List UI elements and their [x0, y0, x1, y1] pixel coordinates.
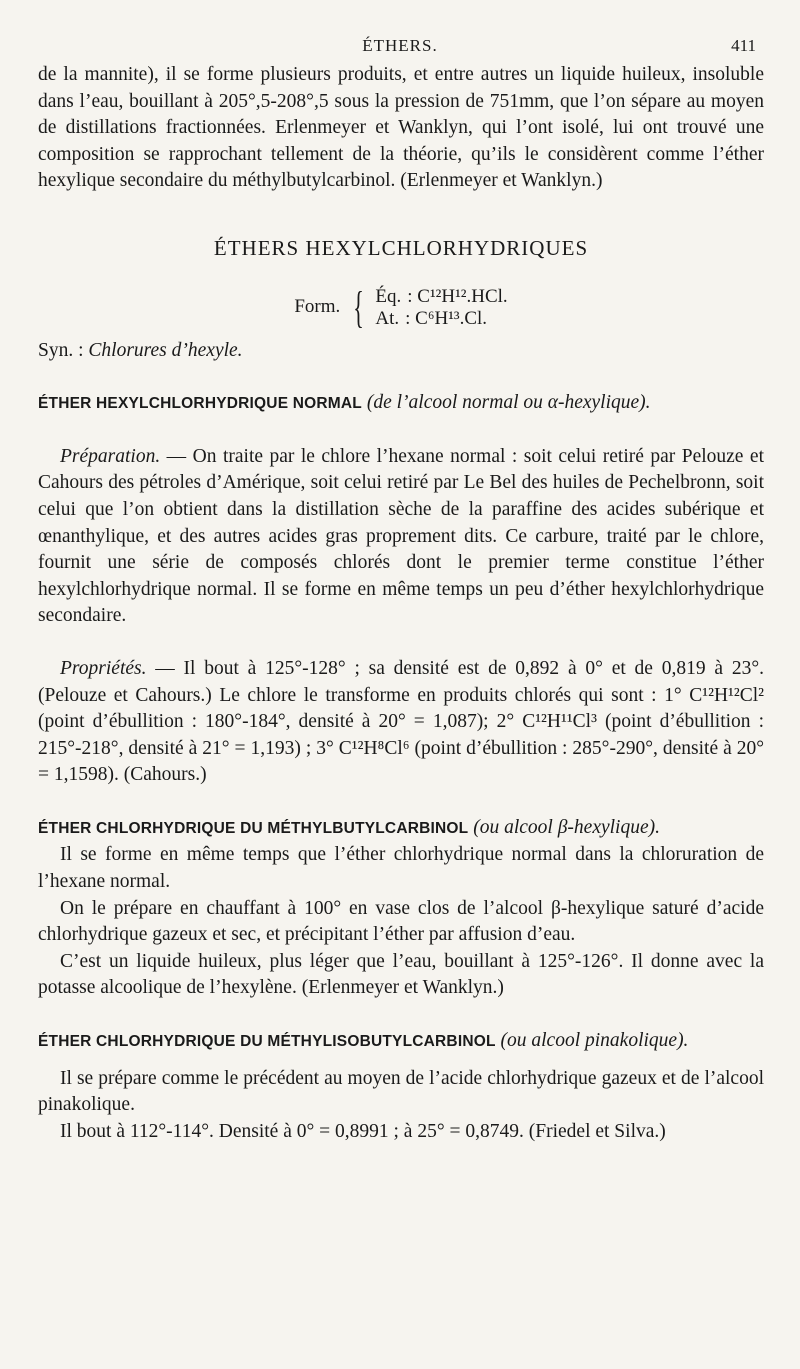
- s1-properties: [38, 656, 764, 789]
- s1-heading-italic: (de l’alcool normal ou α-hexylique).: [366, 392, 651, 414]
- s1-heading: [38, 390, 764, 418]
- header-title: ÉTHERS.: [362, 36, 438, 55]
- s2-heading-italic: (ou alcool β-hexylique).: [473, 816, 660, 838]
- s1-heading-text: ÉTHER HEXYLCHLORHYDRIQUE NORMAL: [38, 395, 362, 413]
- synonym-prefix: Syn. :: [38, 339, 89, 361]
- s2-heading: [38, 815, 764, 843]
- synonym-line: [38, 338, 764, 365]
- formula-block: [38, 282, 764, 332]
- s2-paragraph-2: On le prépare en chauffant à 100° en vase clos de l’alcool β-hexylique saturé d’acide chlorhydrique gazeux et sec, et précipitant l’éther par affusion d’eau.: [38, 897, 764, 946]
- formula-eq-value: : C¹²H¹².HCl.: [407, 285, 508, 307]
- s3-paragraph-2: Il bout à 112°-114°. Densité à 0° = 0,8991 ; à 25° = 0,8749. (Friedel et Silva.): [60, 1120, 666, 1142]
- formula-label: Form.: [294, 296, 341, 318]
- running-header: [0, 36, 800, 64]
- s1-prep-label: Préparation.: [60, 445, 161, 467]
- s1-preparation: [38, 444, 764, 630]
- intro-paragraph: de la mannite), il se forme plusieurs produits, et entre autres un liquide huileux, insoluble dans l’eau, bouillant à 205°,5-208°,5 sous la pression de 751mm, que l’on sépare au moyen de distillations fractionnées. Erlenmeyer et Wanklyn, qui l’ont isolé, lui ont trouvé une composition se rapprochant tellement de la théorie, qu’ils le considèrent comme l’éther hexylique secondaire du méthylbutylcarbinol. (Erlenmeyer et Wanklyn.): [38, 64, 764, 192]
- page-number: 411: [731, 36, 756, 55]
- s3-heading: [38, 1028, 764, 1056]
- synonym-text: Chlorures d’hexyle.: [88, 339, 243, 361]
- s3-heading-italic: (ou alcool pinakolique).: [500, 1030, 689, 1052]
- s2-paragraph-3: C’est un liquide huileux, plus léger que l’eau, bouillant à 125°-126°. Il donne avec la potasse alcoolique de l’hexylène. (Erlenmeyer et Wanklyn.): [38, 950, 764, 999]
- s2-heading-text: ÉTHER CHLORHYDRIQUE DU MÉTHYLBUTYLCARBINOL: [38, 819, 469, 837]
- section-title: ÉTHERS HEXYLCHLORHYDRIQUES: [213, 235, 589, 260]
- s1-prop-text: — Il bout à 125°-128° ; sa densité est de 0,892 à 0° et de 0,819 à 23°. (Pelouze et Cahours.) Le chlore le transforme en produits chlorés qui sont : 1° C¹²H¹²Cl² (point d’ébullition : 180°-184°, densité à 20° = 1,087); 2° C¹²H¹¹Cl³ (point d’ébullition : 215°-218°, densité à 21° = 1,193) ; 3° C¹²H⁸Cl⁶ (point d’ébullition : 285°-290°, densité à 20° = 1,1598). (Cahours.): [38, 657, 764, 786]
- formula-at-prefix: At.: [375, 307, 400, 329]
- s2-paragraph-1: Il se forme en même temps que l’éther chlorhydrique normal dans la chloruration de l’hexane normal.: [38, 844, 764, 893]
- formula-eq-prefix: Éq.: [375, 285, 402, 307]
- s3-paragraph-1: Il se prépare comme le précédent au moyen de l’acide chlorhydrique gazeux et de l’alcool pinakolique.: [38, 1067, 764, 1116]
- page-body: [38, 62, 764, 1145]
- brace-symbol: {: [353, 282, 365, 332]
- formula-at-value: : C⁶H¹³.Cl.: [405, 307, 488, 329]
- s3-heading-text: ÉTHER CHLORHYDRIQUE DU MÉTHYLISOBUTYLCARBINOL: [38, 1033, 496, 1051]
- s1-prep-text: — On traite par le chlore l’hexane normal : soit celui retiré par Pelouze et Cahours des pétroles d’Amérique, soit celui retiré par Le Bel des huiles de Pechelbronn, soit celui que l’on obtient dans la distillation sèche de la paraffine des acides subérique et œnanthylique, et des autres acides gras proprement dits. Ce carbure, traité par le chlore, fournit une série de composés chlorés dont le premier terme constitue l’éther hexylchlorhydrique normal. Il se forme en même temps un peu d’éther hexylchlorhydrique secondaire.: [38, 445, 764, 627]
- s1-prop-label: Propriétés.: [60, 657, 147, 679]
